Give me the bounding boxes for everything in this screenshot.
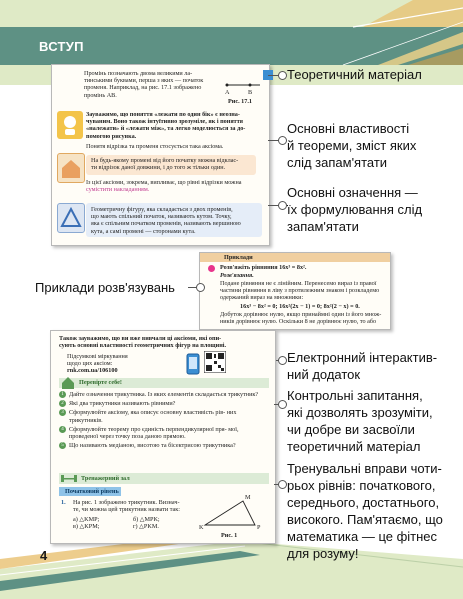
questions-list [59, 391, 269, 451]
callout-line: й теореми, зміст яких [287, 138, 417, 153]
leader-dot [196, 283, 205, 292]
exercise-options [73, 516, 193, 530]
callout-line: математика — це фітнес [287, 529, 438, 544]
textbook-page-practice [50, 330, 276, 544]
question-number-badge: 5 [59, 442, 66, 449]
triangle-point-k: K [199, 524, 204, 531]
callout-line: чи добре ви засвоїли [287, 422, 415, 437]
axiom-line: ти відрізок даної довжини, і до того ж тільки один. [91, 164, 226, 172]
solution-label: Розв'язання. [220, 272, 254, 279]
callout-line: середнього, достатнього, [287, 495, 440, 510]
definition-box [86, 203, 262, 237]
option: б) △MPK; [133, 516, 160, 523]
callout-line: Електронний інтерактив- [287, 350, 438, 365]
theory-line: промінь AB. [84, 91, 117, 99]
callout-line: Основні властивості [287, 121, 410, 136]
examples-header [200, 253, 390, 262]
note-line: помогою рисунка. [86, 132, 137, 140]
dumbbell-icon [61, 474, 77, 483]
summary-text [67, 353, 177, 375]
question-text: Які два трикутники називають рівними? [69, 400, 176, 408]
axiom-icon [57, 153, 85, 183]
solution-line: частини рівняння в ліву з протилежним знаком і розкладемо [220, 287, 380, 295]
exercise-number: 1. [61, 499, 66, 506]
adjacent-line: сумістити накладанням. [86, 186, 150, 194]
question-number-badge: 3 [59, 409, 66, 416]
callout-control [287, 387, 433, 455]
option: в) △KPM; [73, 523, 100, 531]
definition-icon [57, 203, 85, 233]
question-number-badge: 1 [59, 391, 66, 398]
triangle-point-p: P [257, 524, 261, 531]
question-number-badge: 2 [59, 400, 66, 407]
gym-title: Тренажерний зал [81, 475, 130, 482]
summary-link[interactable]: rnk.com.ua/106100 [67, 367, 118, 375]
leader-dot [278, 356, 287, 365]
option: а) △KMP; [73, 516, 100, 523]
figure-label: Рис. 17.1 [228, 98, 253, 105]
qr-code-icon[interactable] [204, 351, 226, 373]
textbook-page-examples [199, 252, 391, 330]
leader-dot [278, 201, 287, 210]
level-header [59, 487, 121, 496]
question-text: Дайте означення трикутника. Із яких елементів складається трикутник? [69, 391, 259, 398]
solution-equation: 16x³ − 8x² = 0; 16x²(2x − 1) = 0; 8x²(2 − x) = 0. [240, 303, 360, 310]
question-number-badge: 4 [59, 426, 66, 433]
exercise-line: На рис. 1 зображено трикутник. Визнач- [73, 499, 180, 506]
definition-line: яка є спільним початком променів, називають вершиною [91, 220, 241, 228]
question-text: Сформулюйте теорему про єдиність перпендикулярної пря- мої, проведеної через точку поза даною прямою. [69, 425, 239, 441]
callout-line: які дозволять зрозуміти, [287, 405, 433, 420]
definition-line: Геометричну фігуру, яка складається з двох променів, [91, 206, 233, 213]
callout-line: ний додаток [287, 367, 361, 382]
summary-line: Підсумкові міркування [67, 353, 128, 360]
examples-label: Приклади [224, 254, 253, 261]
adjacent-text [86, 179, 242, 193]
theory-line: Промінь позначають двома великими ла- [84, 70, 193, 77]
theory-line: тинськими буквами, перша з яких — початок [84, 77, 204, 85]
gym-header [59, 473, 269, 484]
solution-line: одержаний вираз на множники: [220, 294, 304, 302]
callout-line: запам'ятати [287, 219, 359, 234]
section-title: ВСТУП [39, 39, 84, 54]
definition-line: що мають спільний початок, називають кутом. Точку, [91, 213, 232, 221]
callout-line: їх формулювання слід [287, 202, 423, 217]
leader-dot [278, 71, 287, 80]
practice-intro-line: Також зауважимо, що ви вже вивчали ці аксіоми, які опи- [59, 335, 222, 342]
example-number-badge [208, 265, 215, 272]
adjacent-line: Із цієї аксіоми, зокрема, випливає, що рівні відрізки можна [86, 179, 242, 186]
note-line: чуваним. Воно також інтуїтивно зрозуміле, як і поняття [86, 118, 244, 126]
leader-dot [278, 136, 287, 145]
axiom-text [86, 155, 256, 173]
note-line: Зауважимо, що поняття «лежати по один бік» є неозна- [86, 111, 240, 118]
callout-line: високого. Пам'ятаємо, що [287, 512, 443, 527]
callout-line: рьох рівнів: початкового, [287, 478, 436, 493]
page-number: 4 [40, 548, 48, 563]
solution-conclusion [220, 311, 386, 325]
leader-dot [278, 480, 287, 489]
self-check-header [59, 378, 269, 388]
solution-line: Подане рівняння не є лінійним. Перенесемо вираз із правої [220, 280, 377, 287]
question-text: Сформулюйте аксіому, яка описує основну властивість рів- них трикутників. [69, 409, 237, 424]
summary-line: щодо цих аксіом: [67, 360, 113, 368]
axiom-box [86, 155, 256, 175]
triangle-figure-label: Рис. 1 [221, 532, 238, 539]
axiom-intro: Понятя відрізка та променя стосується така аксіома. [86, 143, 224, 150]
textbook-page-theory [51, 64, 270, 246]
callout-properties [287, 120, 416, 171]
practice-intro-line: сують основні властивості геометричних фігур на площині. [59, 342, 227, 350]
conclusion-line: ників дорівнює нулю. Оскільки 8 не дорівнює нулю, то або [220, 318, 377, 326]
theory-text [84, 70, 224, 99]
callout-examples: Приклади розв'язувань [35, 280, 175, 295]
callout-line: Тренувальні вправи чоти- [287, 461, 442, 476]
practice-intro [59, 335, 269, 349]
conclusion-line: Добуток дорівнює нулю, якщо принаймні один із його множ- [220, 311, 382, 318]
note-line: «належати» й «лежати між», та легко моделюється за до- [86, 125, 246, 133]
callout-line: для розуму! [287, 546, 359, 561]
axiom-line: На будь-якому промені від його початку можна відклас- [91, 157, 239, 164]
question-text: Що називають медіаною, висотою та бісектрисою трикутника? [69, 442, 236, 450]
triangle-point-m: M [245, 494, 251, 501]
callout-definitions [287, 184, 422, 235]
note-icon [57, 111, 83, 139]
callout-line: слід запам'ятати [287, 155, 388, 170]
example-problem: Розв'яжіть рівняння 16x³ = 8x². [220, 264, 307, 271]
callout-theory: Теоретичний матеріал [287, 67, 422, 82]
callout-line: теоретичний матеріал [287, 439, 421, 454]
leader-dot [278, 400, 287, 409]
exercise-text [73, 499, 193, 513]
option: г) △PKM. [133, 523, 159, 531]
note-text [86, 111, 264, 140]
theory-line: променя. Наприклад, на рис. 17.1 зображено [84, 84, 202, 92]
ray-figure [224, 73, 262, 97]
callout-line: Основні означення — [287, 185, 418, 200]
level-title: Початковий рівень [65, 488, 119, 495]
callout-electronic [287, 349, 437, 383]
exercise-line: те, чи можна цей трикутник назвати так: [73, 506, 180, 514]
callout-exercises [287, 460, 443, 562]
solution-text [220, 280, 386, 302]
house-icon [61, 376, 75, 390]
self-check-title: Перевірте себе! [79, 379, 122, 386]
phone-icon [186, 353, 200, 375]
triangle-figure [199, 497, 261, 531]
point-a-label: A [225, 89, 230, 96]
definition-text [86, 203, 262, 238]
callout-line: Контрольні запитання, [287, 388, 423, 403]
point-b-label: B [248, 89, 253, 96]
definition-line: кута, а самі промені — сторонами кута. [91, 227, 196, 235]
